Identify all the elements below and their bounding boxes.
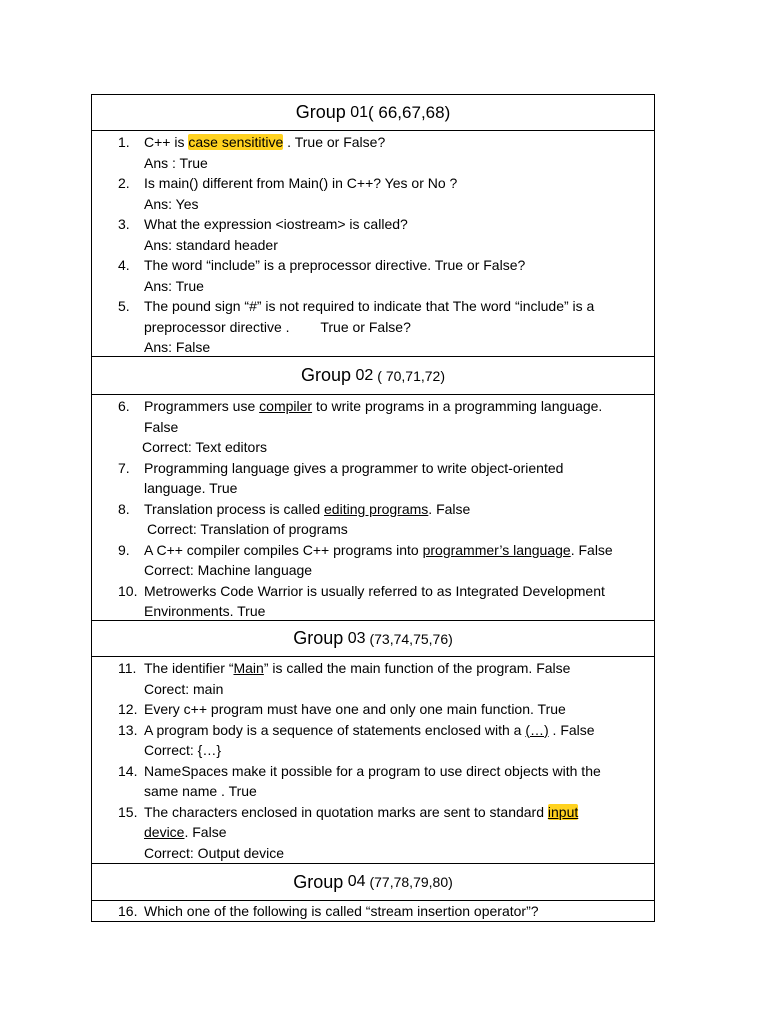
question-text: Programmers use bbox=[144, 398, 260, 414]
group-body-03 bbox=[92, 657, 654, 864]
question-text: . bbox=[184, 824, 193, 840]
question-text: Every c++ program must have one and only one main function. bbox=[144, 701, 538, 717]
question-text: The characters enclosed in quotation marks are sent to standard bbox=[144, 803, 548, 820]
group-number: 02 bbox=[355, 366, 374, 384]
group-question-numbers: (73,74,75,76) bbox=[369, 630, 453, 647]
question-item bbox=[92, 802, 654, 843]
question-text: Which one of the following is called “stream insertion operator”? bbox=[144, 903, 539, 919]
question-item bbox=[92, 699, 654, 720]
group-question-numbers: (77,78,79,80) bbox=[369, 874, 453, 890]
question-text: What the expression <iostream> is called? bbox=[144, 216, 408, 232]
group-header-02 bbox=[92, 357, 654, 395]
question-item bbox=[92, 901, 654, 922]
question-text: A program body is a sequence of statements enclosed with a bbox=[144, 721, 526, 738]
verdict: True bbox=[228, 783, 257, 799]
question-item bbox=[92, 720, 654, 741]
verdict: False bbox=[578, 541, 613, 558]
question-number: 7. bbox=[118, 459, 130, 476]
verdict: False bbox=[560, 721, 595, 738]
question-text: . bbox=[428, 500, 437, 517]
question-number: 9. bbox=[118, 541, 130, 558]
correction-line: Correct: Translation of programs bbox=[147, 521, 348, 537]
underlined-text: device bbox=[144, 824, 185, 840]
question-text: ” is called the main function of the program. bbox=[263, 660, 537, 676]
question-text: Translation process is called bbox=[144, 500, 325, 517]
group-word: Group bbox=[301, 365, 352, 385]
question-text: C++ is bbox=[144, 134, 189, 150]
question-item bbox=[92, 499, 654, 520]
question-number: 1. bbox=[118, 134, 130, 150]
underlined-text: compiler bbox=[259, 398, 313, 414]
question-number: 15. bbox=[118, 803, 138, 820]
group-word: Group bbox=[293, 871, 344, 892]
question-text: The pound sign “#” is not required to indicate that The word “include” is a bbox=[144, 298, 595, 314]
underlined-text: programmer’s language bbox=[422, 541, 571, 558]
answer-line: Ans: False bbox=[144, 339, 211, 355]
question-number: 4. bbox=[118, 257, 130, 273]
question-item bbox=[92, 658, 654, 679]
correction-line: Correct: Text editors bbox=[142, 439, 268, 455]
group-number: 01 bbox=[350, 103, 369, 121]
question-text: Programming language gives a programmer to write object-oriented bbox=[144, 459, 564, 476]
group-header-01 bbox=[92, 95, 654, 131]
correction-line: Correct: {…} bbox=[144, 742, 222, 758]
question-text: same name . bbox=[144, 783, 229, 799]
group-body-04 bbox=[92, 901, 654, 921]
correction-line: Correct: Output device bbox=[144, 844, 285, 861]
question-item bbox=[92, 214, 654, 235]
question-text: Is main() different from Main() in C++? Yes or No ? bbox=[144, 175, 458, 191]
group-body-01 bbox=[92, 131, 654, 357]
verdict-line: False bbox=[144, 418, 179, 435]
question-text: Environments. bbox=[144, 603, 238, 619]
group-word: Group bbox=[293, 628, 344, 648]
correction-line: Correct: Machine language bbox=[144, 562, 313, 578]
verdict: False bbox=[536, 660, 571, 676]
answer-line: Ans: standard header bbox=[144, 236, 278, 253]
group-question-numbers: ( 70,71,72) bbox=[377, 367, 445, 384]
group-number: 03 bbox=[347, 629, 366, 647]
quiz-table bbox=[91, 94, 655, 922]
question-text: preprocessor directive . True or False? bbox=[144, 318, 411, 335]
question-number: 13. bbox=[118, 721, 138, 738]
question-number: 10. bbox=[118, 582, 138, 599]
question-text: A C++ compiler compiles C++ programs into bbox=[144, 541, 423, 558]
group-header-03 bbox=[92, 621, 654, 657]
correction-line: Corect: main bbox=[144, 680, 224, 697]
underlined-text: Main bbox=[233, 660, 264, 676]
question-text: The identifier “ bbox=[144, 660, 234, 676]
question-number: 6. bbox=[118, 398, 130, 414]
question-item bbox=[92, 761, 654, 802]
question-number: 12. bbox=[118, 701, 138, 717]
question-item bbox=[92, 296, 654, 337]
question-text: language. bbox=[144, 480, 210, 496]
highlighted-text: input bbox=[547, 803, 579, 820]
verdict: False bbox=[436, 500, 471, 517]
group-word: Group bbox=[295, 102, 346, 122]
question-number: 2. bbox=[118, 175, 130, 191]
question-number: 8. bbox=[118, 500, 130, 517]
question-number: 14. bbox=[118, 762, 138, 779]
question-text: Metrowerks Code Warrior is usually referred to as Integrated Development bbox=[144, 582, 605, 599]
question-item bbox=[92, 255, 654, 276]
question-text: to write programs in a programming language. bbox=[312, 398, 603, 414]
question-item bbox=[92, 540, 654, 561]
verdict: False bbox=[192, 824, 227, 840]
question-text: The word “include” is a preprocessor directive. True or False? bbox=[144, 257, 526, 273]
underlined-text: editing programs bbox=[324, 500, 429, 517]
verdict: True bbox=[209, 480, 238, 496]
question-item bbox=[92, 581, 654, 622]
question-item bbox=[92, 458, 654, 499]
question-number: 3. bbox=[118, 216, 130, 232]
answer-line: Ans: Yes bbox=[144, 195, 199, 212]
question-number: 16. bbox=[118, 903, 138, 919]
group-question-numbers: ( 66,67,68) bbox=[368, 102, 451, 122]
question-text: . bbox=[548, 721, 561, 738]
question-number: 11. bbox=[118, 660, 137, 676]
question-text: . True or False? bbox=[283, 134, 386, 150]
question-text: NameSpaces make it possible for a program to use direct objects with the bbox=[144, 762, 601, 779]
group-number: 04 bbox=[347, 873, 366, 890]
answer-line: Ans: True bbox=[144, 277, 204, 294]
question-number: 5. bbox=[118, 298, 130, 314]
verdict: True bbox=[237, 603, 266, 619]
question-item bbox=[92, 173, 654, 194]
highlighted-text: case sensititive bbox=[188, 134, 284, 150]
verdict: True bbox=[537, 701, 566, 717]
answer-line: Ans : True bbox=[144, 154, 208, 171]
question-item bbox=[92, 396, 654, 417]
group-header-04 bbox=[92, 864, 654, 901]
question-text: . bbox=[570, 541, 579, 558]
question-item bbox=[92, 132, 654, 153]
underlined-text: (…) bbox=[525, 721, 549, 738]
group-body-02 bbox=[92, 395, 654, 621]
